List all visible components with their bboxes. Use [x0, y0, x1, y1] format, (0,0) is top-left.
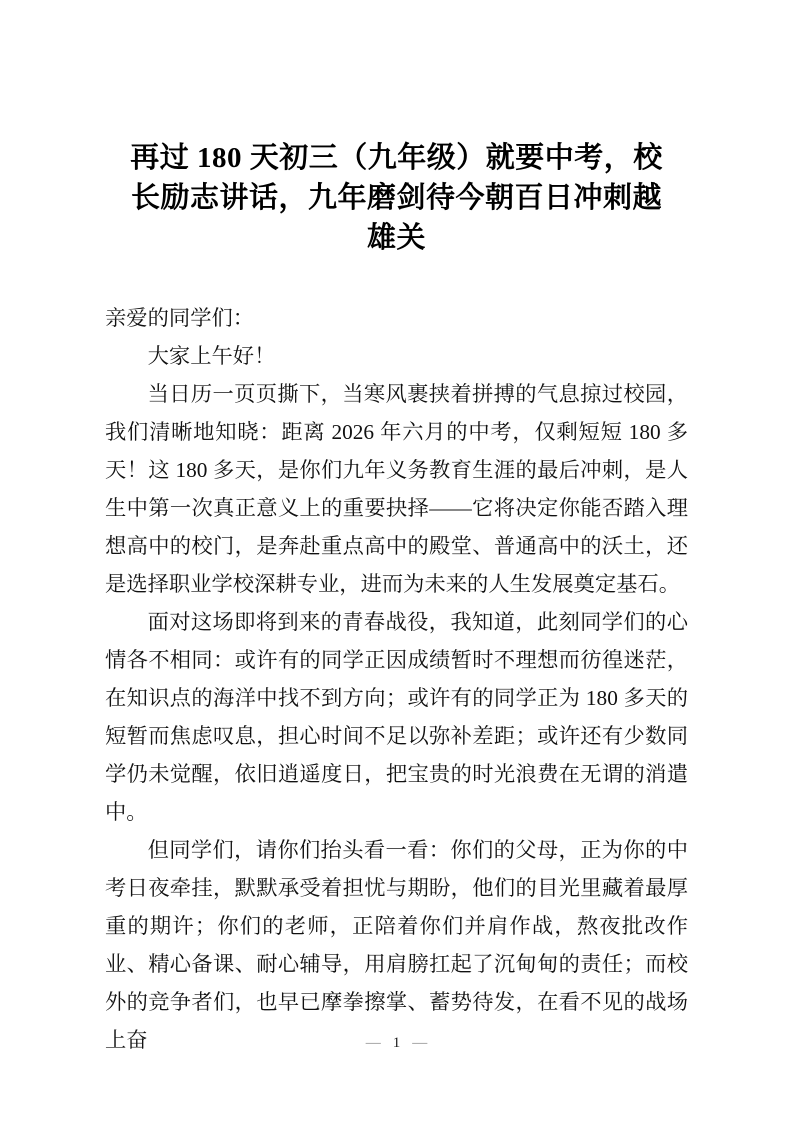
- footer-dash-right: —: [412, 1035, 428, 1051]
- paragraph-greeting: 大家上午好！: [147, 344, 276, 368]
- footer-dash-left: —: [365, 1035, 381, 1051]
- document-body: [105, 299, 688, 1059]
- page-number: 1: [392, 1035, 401, 1051]
- paragraph-student-mindsets: 面对这场即将到来的青春战役，我知道，此刻同学们的心情各不相同：或许有的同学正因成绩暂时不理想而彷徨迷茫，在知识点的海洋中找不到方向；或许有的同学正为 180 多天的短暂而焦虑叹息，担心时间不足以弥补差距；或许还有少数同学仍未觉醒，依旧逍遥度日，把宝贵的时光浪费在无谓的消遣中。: [105, 610, 688, 824]
- page-footer: [0, 1032, 793, 1054]
- paragraph-countdown: 当日历一页页撕下，当寒风裹挟着拼搏的气息掠过校园，我们清晰地知晓：距离 2026 年六月的中考，仅剩短短 180 多天！这 180 多天，是你们九年义务教育生涯的最后冲刺，是人生中第一次真正意义上的重要抉择——它将决定你能否踏入理想高中的校门，是奔赴重点高中的殿堂、普通高中的沃土，还是选择职业学校深耕专业，进而为未来的人生发展奠定基石。: [105, 382, 688, 596]
- salutation: 亲爱的同学们：: [105, 306, 255, 330]
- document-title: 再过 180 天初三（九年级）就要中考，校长励志讲话，九年磨剑待今朝百日冲刺越雄关: [130, 142, 663, 254]
- paragraph-look-around: 但同学们，请你们抬头看一看：你们的父母，正为你的中考日夜牵挂，默默承受着担忧与期盼，他们的目光里藏着最厚重的期许；你们的老师，正陪着你们并肩作战，熬夜批改作业、精心备课、耐心辅导，用肩膀扛起了沉甸甸的责任；而校外的竞争者们，也早已摩拳擦掌、蓄势待发，在看不见的战场上奋: [105, 838, 688, 1052]
